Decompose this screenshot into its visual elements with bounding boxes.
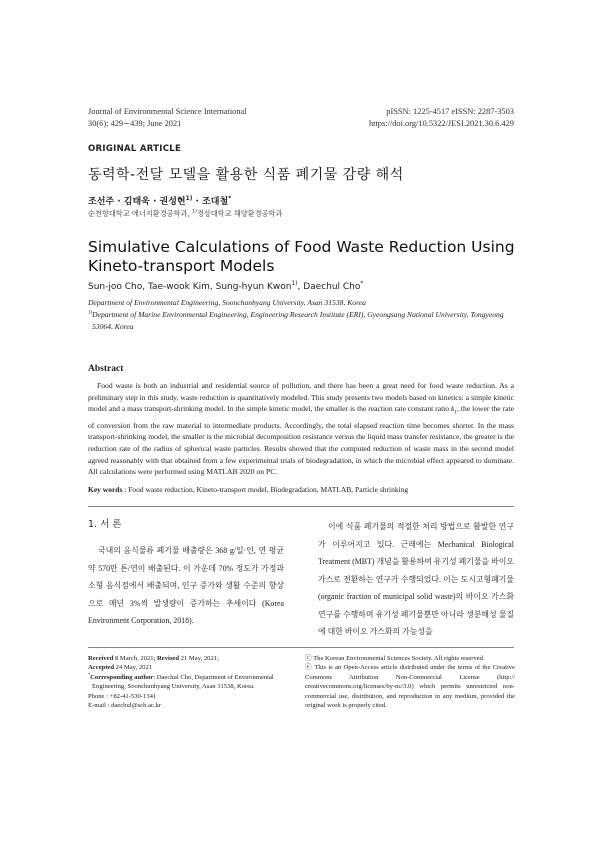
abstract-text-b: , the lower the rate of conversion from the raw material to intermediate products. Accordingly, the total elapsed reaction time becomes shorter. In the mass transport-shrinking model, the smaller is the microbial decomposition resistance versus the liquid mass transfer resistance, the greater is the reduction rate of the radius of spherical waste particles. Results showed that the computed reduction of waste mass in the second model agreed reasonably with that obtained from a few experimental trials of biodegradation, in which the microbial effect appeared to dominate. All calculations were performed using MATLAB 2020 on PC. xyxy=(88,404,514,477)
footnote-left xyxy=(88,654,293,710)
copyright-notice: ⓒ The Korean Environmental Sciences Society. All rights reserved. xyxy=(305,655,485,662)
affiliation-1: Department of Environmental Engineering, Soonchunhyang University, Asan 31538, Korea xyxy=(88,298,366,307)
abstract-divider xyxy=(88,506,514,507)
revised-date: 21 May, 2021; xyxy=(179,655,219,662)
section-1-left-paragraph: 국내의 음식물류 폐기물 배출량은 368 g/일·인, 연 평균 약 570만 톤/연이 배출된다. 이 가운데 70% 정도가 가정과 소형 음식점에서 배출되며, 인구 증가와 생활 수준의 향상으로 매년 3%씩 발생량이 증가하는 추세이다 (Korea Environment Corporation, 2018). xyxy=(88,546,284,625)
received-label: Received xyxy=(88,655,114,662)
korean-affiliation xyxy=(88,209,282,219)
journal-name: Journal of Environmental Science International xyxy=(88,107,247,116)
section-1-right-paragraph: 이에 식품 폐기물의 적절한 처리 방법으로 활발한 연구가 이루어지고 있다. 근래에는 Mechanical Biological Treatment (MBT) 개념을 활용하여 유기성 폐기물을 바이오 가스로 전환하는 연구가 수행되었다. 이는 도시고형폐기물(organic fraction of municipal solid waste)의 바이오 가스화 연구를 수행하며 유기성 폐기물뿐만 아니라 생분해성 물질에 대한 바이오 가스화의 가능성을 xyxy=(318,522,514,636)
english-authors-tail: , Daechul Cho xyxy=(297,282,361,292)
korean-title: 동력학-전달 모델을 활용한 식품 폐기물 감량 해석 xyxy=(88,167,404,183)
abstract-text-a: Food waste is both an industrial and residential source of pollution, and there has been a great need for food waste reduction. As a preliminary step in this study, waste reduction is quantitatively modeled. This study presents two models based on kinetics: a simple kinetic model and a mass transport-shrinking model. In the simple kinetic model, the smaller is the reaction rate constant ratio xyxy=(88,381,514,414)
affiliation-2-text: Department of Marine Environmental Engineering, Engineering Research Institute (ERI), Gyeongsang National University, Tongyeong 53064, Korea xyxy=(92,310,504,331)
korean-affil-main: 순천향대학교 에너지환경공학과, xyxy=(88,209,193,218)
keywords xyxy=(88,484,514,495)
accepted-date-line xyxy=(88,663,293,672)
corr-star: * xyxy=(88,671,91,677)
abstract-k-symbol: k xyxy=(451,404,455,414)
journal-header-left xyxy=(88,106,247,130)
footnote-divider xyxy=(88,647,514,648)
abstract-heading: Abstract xyxy=(88,364,124,374)
doi-link[interactable]: https://doi.org/10.5322/JESI.2021.30.6.429 xyxy=(368,119,514,128)
article-type: ORIGINAL ARTICLE xyxy=(88,144,182,154)
abstract-body xyxy=(88,380,514,478)
korean-authors-main: 조선주 · 김태욱 · 권성현 xyxy=(88,197,186,207)
affiliation-2-sup: 1) xyxy=(88,310,93,316)
email-link[interactable]: E-mail : daechul@sch.ac.kr xyxy=(88,702,162,710)
revised-label: Revised xyxy=(157,655,180,662)
received-date: 8 March, 2021; xyxy=(113,655,158,662)
license-notice: ⓔ This is an Open-Access article distributed under the terms of the Creative Commons Attribution Non-Commercial License (http:// creativecommons.org/licenses/by-nc/3.0) which permits unrestricted non-commercial use, distribution, and reproduction in any medium, provided the original work is properly cited. xyxy=(305,664,515,710)
accepted-label: Accepted xyxy=(88,664,114,672)
english-title: Simulative Calculations of Food Waste Reduction Using Kineto-transport Models xyxy=(88,238,515,275)
footnote-right xyxy=(305,654,515,710)
english-affiliations xyxy=(88,297,516,333)
english-authors-sup: 1) xyxy=(291,281,298,287)
korean-affil-tail: 경상대학교 해양환경공학과 xyxy=(196,209,283,218)
phone: Phone : +82-41-530-1341 xyxy=(88,692,157,700)
affiliation-2 xyxy=(88,309,516,333)
keywords-label: Key words xyxy=(88,485,123,494)
korean-authors-star: * xyxy=(228,196,232,202)
english-authors xyxy=(88,282,363,292)
korean-authors xyxy=(88,194,231,207)
korean-affil-sup: 1) xyxy=(192,209,197,215)
journal-header-right xyxy=(369,106,514,130)
accepted-date: 24 May, 2021 xyxy=(114,664,153,672)
received-dates xyxy=(88,654,293,663)
corr-text: : Daechul Cho, Department of Environmental Engineering, Soonchunhyang University, Asan 31538, Korea. xyxy=(92,673,274,691)
corresponding-author xyxy=(88,673,293,692)
korean-authors-sup: 1) xyxy=(185,196,193,202)
korean-authors-tail: · 조대철 xyxy=(192,197,229,207)
abstract-k-sub: 1 xyxy=(454,409,458,416)
keywords-text: : Food waste reduction, Kineto-transport model, Biodegradation, MATLAB, Particle shrinking xyxy=(122,485,409,494)
english-authors-main: Sun-joo Cho, Tae-wook Kim, Sung-hyun Kwon xyxy=(88,282,292,292)
issn: pISSN: 1225-4517 eISSN: 2287-3503 xyxy=(386,107,514,116)
section-1-heading: 1. 서 론 xyxy=(88,519,122,530)
corr-label: Corresponding author xyxy=(90,673,154,681)
english-authors-star: * xyxy=(360,281,364,287)
journal-volume: 30(6); 429∼439; June 2021 xyxy=(88,119,182,128)
